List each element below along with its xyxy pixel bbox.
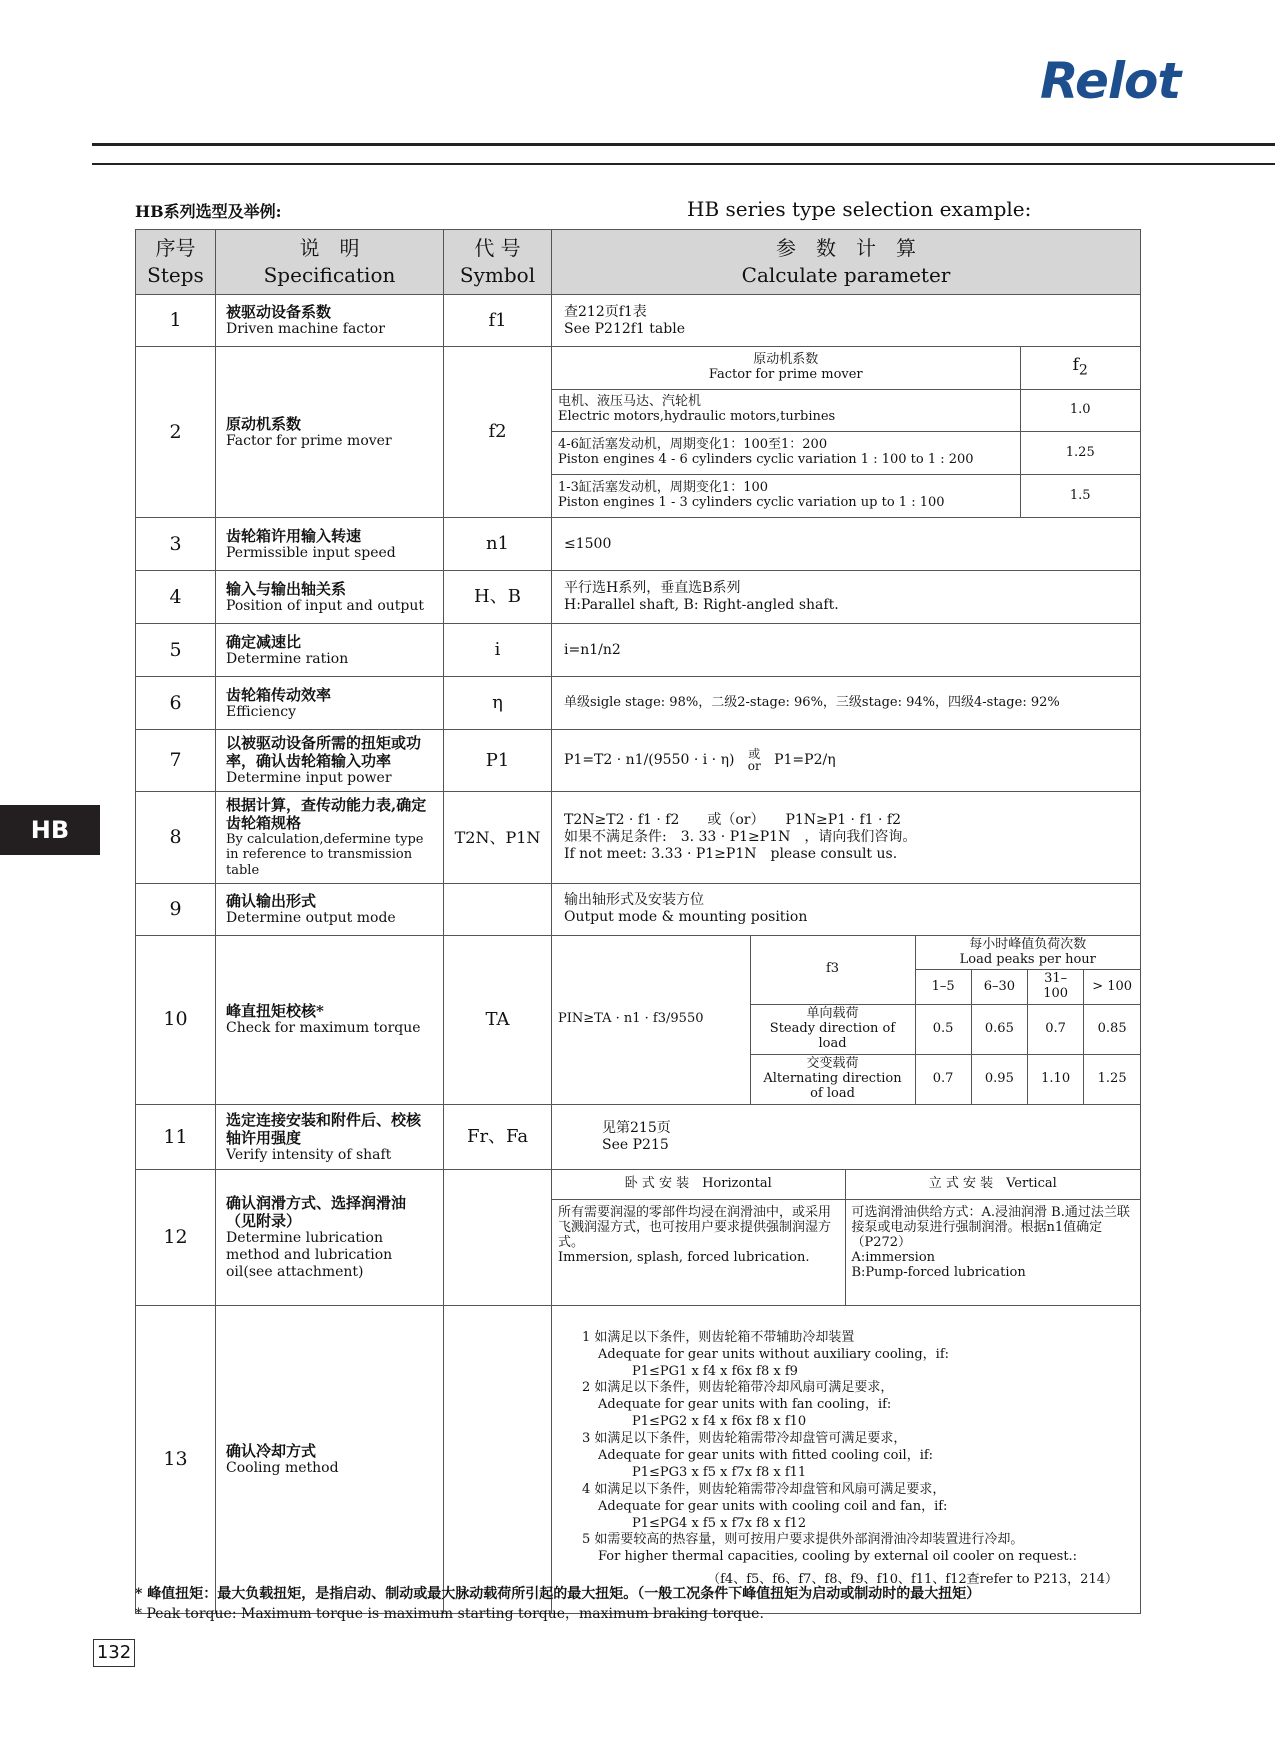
brand-logo: Relot	[1040, 52, 1181, 110]
symbol-cell: Fr、Fa	[444, 1104, 552, 1169]
table-row	[136, 1169, 1141, 1305]
prime-mover-item: 1-3缸活塞发动机，周期变化1：100 Piston engines 1 - 3 cylinders cyclic variation up to 1 : 100	[552, 475, 1020, 517]
f3-value: 0.65	[971, 1005, 1027, 1055]
cooling-cell: 1 如满足以下条件，则齿轮箱不带辅助冷却装置 Adequate for gear units without auxiliary cooling，if: P1≤PG1 x f4 x f6x f8 x f9 2 如满足以下条件，则齿轮箱带冷却风扇可满足要求， Adequate for gear units with fan cooling，if: P1≤PG2 x f4 x f6x f8 x f10 3 如满足以下条件，则齿轮箱需带冷却盘管可满足要求， Adequate for gear units with fitted cooling coil，if: P1≤PG3 x f5 x f7x f8 x f11 4 如满足以下条件，则齿轮箱需带冷却盘管和风扇可满足要求， Adequate for gear units with cooling coil and fan，if: P1≤PG4 x f5 x f7x f8 x f12 5 如需要较高的热容量，则可按用户要求提供外部润滑油冷却装置进行冷却。 For higher thermal capacities, cooling by external oil cooler on request.: （f4、f5、f6、f7、f8、f9、f10、f11、f12查refer to P213，214）	[552, 1305, 1141, 1613]
peak-col-1-5: 1–5	[915, 970, 971, 1005]
peak-col-31-100: 31–100	[1028, 970, 1084, 1005]
table-row	[136, 624, 1141, 677]
vertical-desc: 可选润滑油供给方式：A.浸油润滑 B.通过法兰联接泵或电动泵进行强制润滑。根据n1值确定（P272） A:immersion B:Pump-forced lubrication	[845, 1200, 1140, 1305]
side-tab-hb: HB	[0, 805, 100, 855]
footnote-cn: * 峰值扭矩：最大负载扭矩，是指启动、制动或最大脉动载荷所引起的最大扭矩。（一般工况条件下峰值扭矩为启动或制动时的最大扭矩）	[135, 1586, 981, 1602]
f2-value: 1.0	[1020, 389, 1140, 432]
prime-mover-subtable	[552, 347, 1140, 517]
step-number: 7	[136, 730, 216, 792]
prime-mover-head: 原动机系数 Factor for prime mover	[552, 347, 1020, 389]
symbol-cell: T2N、P1N	[444, 791, 552, 883]
f2-value: 1.25	[1020, 432, 1140, 475]
symbol-cell: f1	[444, 295, 552, 347]
calc-cell: 查212页f1表 See P212f1 table	[552, 295, 1141, 347]
symbol-cell	[444, 1169, 552, 1305]
title-cn: HB系列选型及举例:	[135, 202, 282, 221]
symbol-cell: n1	[444, 518, 552, 571]
table-row	[136, 730, 1141, 792]
spec-cell: 确定减速比 Determine ration	[216, 624, 444, 677]
torque-formula: PIN≥TA · n1 · f3/9550	[552, 936, 750, 1104]
table-row	[136, 295, 1141, 347]
lubrication-subtable	[552, 1170, 1140, 1305]
f3-value: 0.7	[915, 1055, 971, 1104]
table-row	[136, 677, 1141, 730]
f3-value: 1.25	[1084, 1055, 1140, 1104]
spec-cell: 确认输出形式 Determine output mode	[216, 883, 444, 935]
calc-cell: T2N≥T2 · f1 · f2 或（or） P1N≥P1 · f1 · f2 如果不满足条件: 3. 33 · P1≥P1N ，请向我们咨询。 If not meet: 3.33 · P1≥P1N please consult us.	[552, 791, 1141, 883]
table-header-row	[136, 230, 1141, 295]
footnote-en: * Peak torque: Maximum torque is maximum starting torque，maximum braking torque.	[135, 1606, 764, 1622]
header-steps: 序号 Steps	[136, 230, 216, 295]
step-number: 8	[136, 791, 216, 883]
calc-cell: P1=T2 · n1/(9550 · i · η) 或 or P1=P2/η	[552, 730, 1141, 792]
symbol-cell	[444, 1305, 552, 1613]
steady-load-label: 单向载荷 Steady direction of load	[750, 1005, 915, 1055]
step-number: 10	[136, 935, 216, 1104]
f3-label: f3	[750, 936, 915, 1005]
vertical-head: 立 式 安 装 Vertical	[845, 1170, 1140, 1200]
spec-cell: 齿轮箱许用输入转速 Permissible input speed	[216, 518, 444, 571]
step-number: 3	[136, 518, 216, 571]
spec-cell: 原动机系数 Factor for prime mover	[216, 347, 444, 518]
step-number: 2	[136, 347, 216, 518]
symbol-cell: f2	[444, 347, 552, 518]
calc-cell: 输出轴形式及安装方位 Output mode & mounting position	[552, 883, 1141, 935]
calc-cell: 单级sigle stage: 98%，二级2-stage: 96%，三级stage: 94%，四级4-stage: 92%	[552, 677, 1141, 730]
table-row	[136, 518, 1141, 571]
f3-value: 1.10	[1028, 1055, 1084, 1104]
calc-cell: 见第215页 See P215	[552, 1104, 1141, 1169]
header-calc: 参 数 计 算 Calculate parameter	[552, 230, 1141, 295]
horizontal-desc: 所有需要润湿的零部件均浸在润滑油中，或采用飞溅润湿方式，也可按用户要求提供强制润湿方式。 Immersion, splash, forced lubrication.	[552, 1200, 845, 1305]
f3-value: 0.95	[971, 1055, 1027, 1104]
header-spec: 说 明 Specification	[216, 230, 444, 295]
symbol-cell: P1	[444, 730, 552, 792]
table-row	[136, 571, 1141, 624]
header-rule-top	[92, 143, 1275, 146]
spec-cell: 以被驱动设备所需的扭矩或功率，确认齿轮箱输入功率 Determine input power	[216, 730, 444, 792]
symbol-cell	[444, 883, 552, 935]
table-row	[136, 935, 1141, 1104]
step-number: 6	[136, 677, 216, 730]
calc-cell: 平行选H系列，垂直选B系列 H:Parallel shaft, B: Right-angled shaft.	[552, 571, 1141, 624]
spec-cell: 根据计算，查传动能力表,确定齿轮箱规格 By calculation,defermine type in reference to transmission table	[216, 791, 444, 883]
f3-subtable	[552, 936, 1140, 1104]
alternating-load-label: 交变载荷 Alternating direction of load	[750, 1055, 915, 1104]
peak-col-over-100: > 100	[1084, 970, 1140, 1005]
f3-value: 0.7	[1028, 1005, 1084, 1055]
calc-cell: ≤1500	[552, 518, 1141, 571]
step-number: 4	[136, 571, 216, 624]
lubrication-cell	[552, 1169, 1141, 1305]
calc-cell: i=n1/n2	[552, 624, 1141, 677]
title-en: HB series type selection example:	[687, 197, 1032, 221]
horizontal-head: 卧 式 安 装 Horizontal	[552, 1170, 845, 1200]
selection-table	[135, 229, 1141, 1614]
step-number: 1	[136, 295, 216, 347]
step-number: 9	[136, 883, 216, 935]
f2-value: 1.5	[1020, 475, 1140, 517]
spec-cell: 确认润滑方式、选择润滑油（见附录） Determine lubrication method and lubrication oil(see attachment)	[216, 1169, 444, 1305]
spec-cell: 选定连接安装和附件后、校核轴许用强度 Verify intensity of shaft	[216, 1104, 444, 1169]
prime-mover-subtable-cell	[552, 347, 1141, 518]
spec-cell: 被驱动设备系数 Driven machine factor	[216, 295, 444, 347]
peak-col-6-30: 6–30	[971, 970, 1027, 1005]
prime-mover-item: 电机、液压马达、汽轮机 Electric motors,hydraulic motors,turbines	[552, 389, 1020, 432]
symbol-cell: TA	[444, 935, 552, 1104]
header-symbol: 代 号 Symbol	[444, 230, 552, 295]
spec-cell: 峰直扭矩校核* Check for maximum torque	[216, 935, 444, 1104]
symbol-cell: i	[444, 624, 552, 677]
prime-mover-item: 4-6缸活塞发动机，周期变化1：100至1：200 Piston engines 4 - 6 cylinders cyclic variation 1 : 100 to 1 : 200	[552, 432, 1020, 475]
step-number: 5	[136, 624, 216, 677]
step-number: 11	[136, 1104, 216, 1169]
step-number: 12	[136, 1169, 216, 1305]
table-row	[136, 347, 1141, 518]
table-row	[136, 1104, 1141, 1169]
peak-load-head: 每小时峰值负荷次数 Load peaks per hour	[915, 936, 1140, 970]
peak-torque-cell	[552, 935, 1141, 1104]
spec-cell: 齿轮箱传动效率 Efficiency	[216, 677, 444, 730]
step-number: 13	[136, 1305, 216, 1613]
symbol-cell: η	[444, 677, 552, 730]
symbol-cell: H、B	[444, 571, 552, 624]
spec-cell: 输入与输出轴关系 Position of input and output	[216, 571, 444, 624]
f3-value: 0.85	[1084, 1005, 1140, 1055]
spec-cell: 确认冷却方式 Cooling method	[216, 1305, 444, 1613]
page-number: 132	[93, 1639, 135, 1667]
table-row	[136, 1305, 1141, 1613]
table-row	[136, 791, 1141, 883]
table-row	[136, 883, 1141, 935]
f2-head: $f_2$	[1020, 347, 1140, 389]
f3-value: 0.5	[915, 1005, 971, 1055]
header-rule-bottom	[92, 163, 1275, 165]
